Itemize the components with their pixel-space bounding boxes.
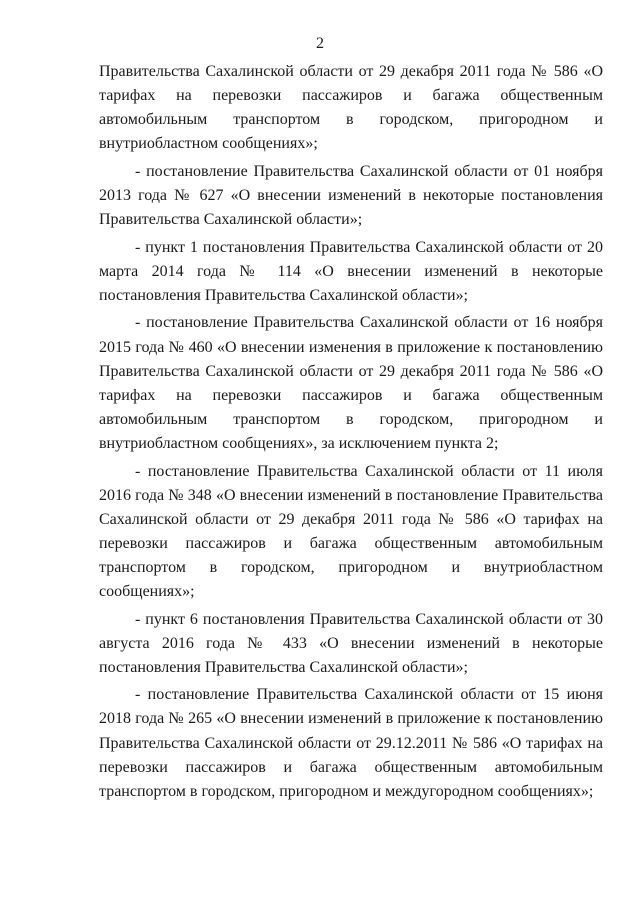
- document-body: [99, 60, 603, 807]
- paragraph-item: - постановление Правительства Сахалинской области от 01 ноября 2013 года № 627 «О внесении изменений в некоторые постановления Правительства Сахалинской области»;: [99, 162, 603, 229]
- paragraph-item: - постановление Правительства Сахалинской области от 16 ноября 2015 года № 460 «О внесении изменения в приложение к постановлению Правительства Сахалинской области от 29 декабря 2011 года № 586 «О тарифах на перевозки пассажиров и багажа общественным автомобильным транспортом в городском, пригородном и внутриобластном сообщениях», за исключением пункта 2;: [99, 314, 603, 452]
- page-number: 2: [316, 35, 324, 52]
- paragraph-item: - пункт 6 постановления Правительства Сахалинской области от 30 августа 2016 года № 433 «О внесении изменений в некоторые постановления Правительства Сахалинской области»;: [99, 610, 603, 676]
- paragraph-item: - постановление Правительства Сахалинской области от 11 июля 2016 года № 348 «О внесении изменений в постановление Правительства Сахалинской области от 29 декабря 2011 года № 586 «О тарифах на перевозки пассажиров и багажа общественным автомобильным транспортом в городском, пригородном и внутриобластном сообщениях»;: [99, 462, 603, 600]
- paragraph-item: - пункт 1 постановления Правительства Сахалинской области от 20 марта 2014 года № 114 «О внесении изменений в некоторые постановления Правительства Сахалинской области»;: [99, 238, 603, 304]
- paragraph-item: - постановление Правительства Сахалинской области от 15 июня 2018 года № 265 «О внесении изменений в приложение к постановлению Правительства Сахалинской области от 29.12.2011 № 586 «О тарифах на перевозки пассажиров и багажа общественным автомобильным транспортом в городском, пригородном и междугородном сообщениях»;: [99, 686, 603, 800]
- paragraph-continuation: Правительства Сахалинской области от 29 декабря 2011 года № 586 «О тарифах на перевозки пассажиров и багажа общественным автомобильным транспортом в городском, пригородном и внутриобластном сообщениях»;: [99, 63, 603, 153]
